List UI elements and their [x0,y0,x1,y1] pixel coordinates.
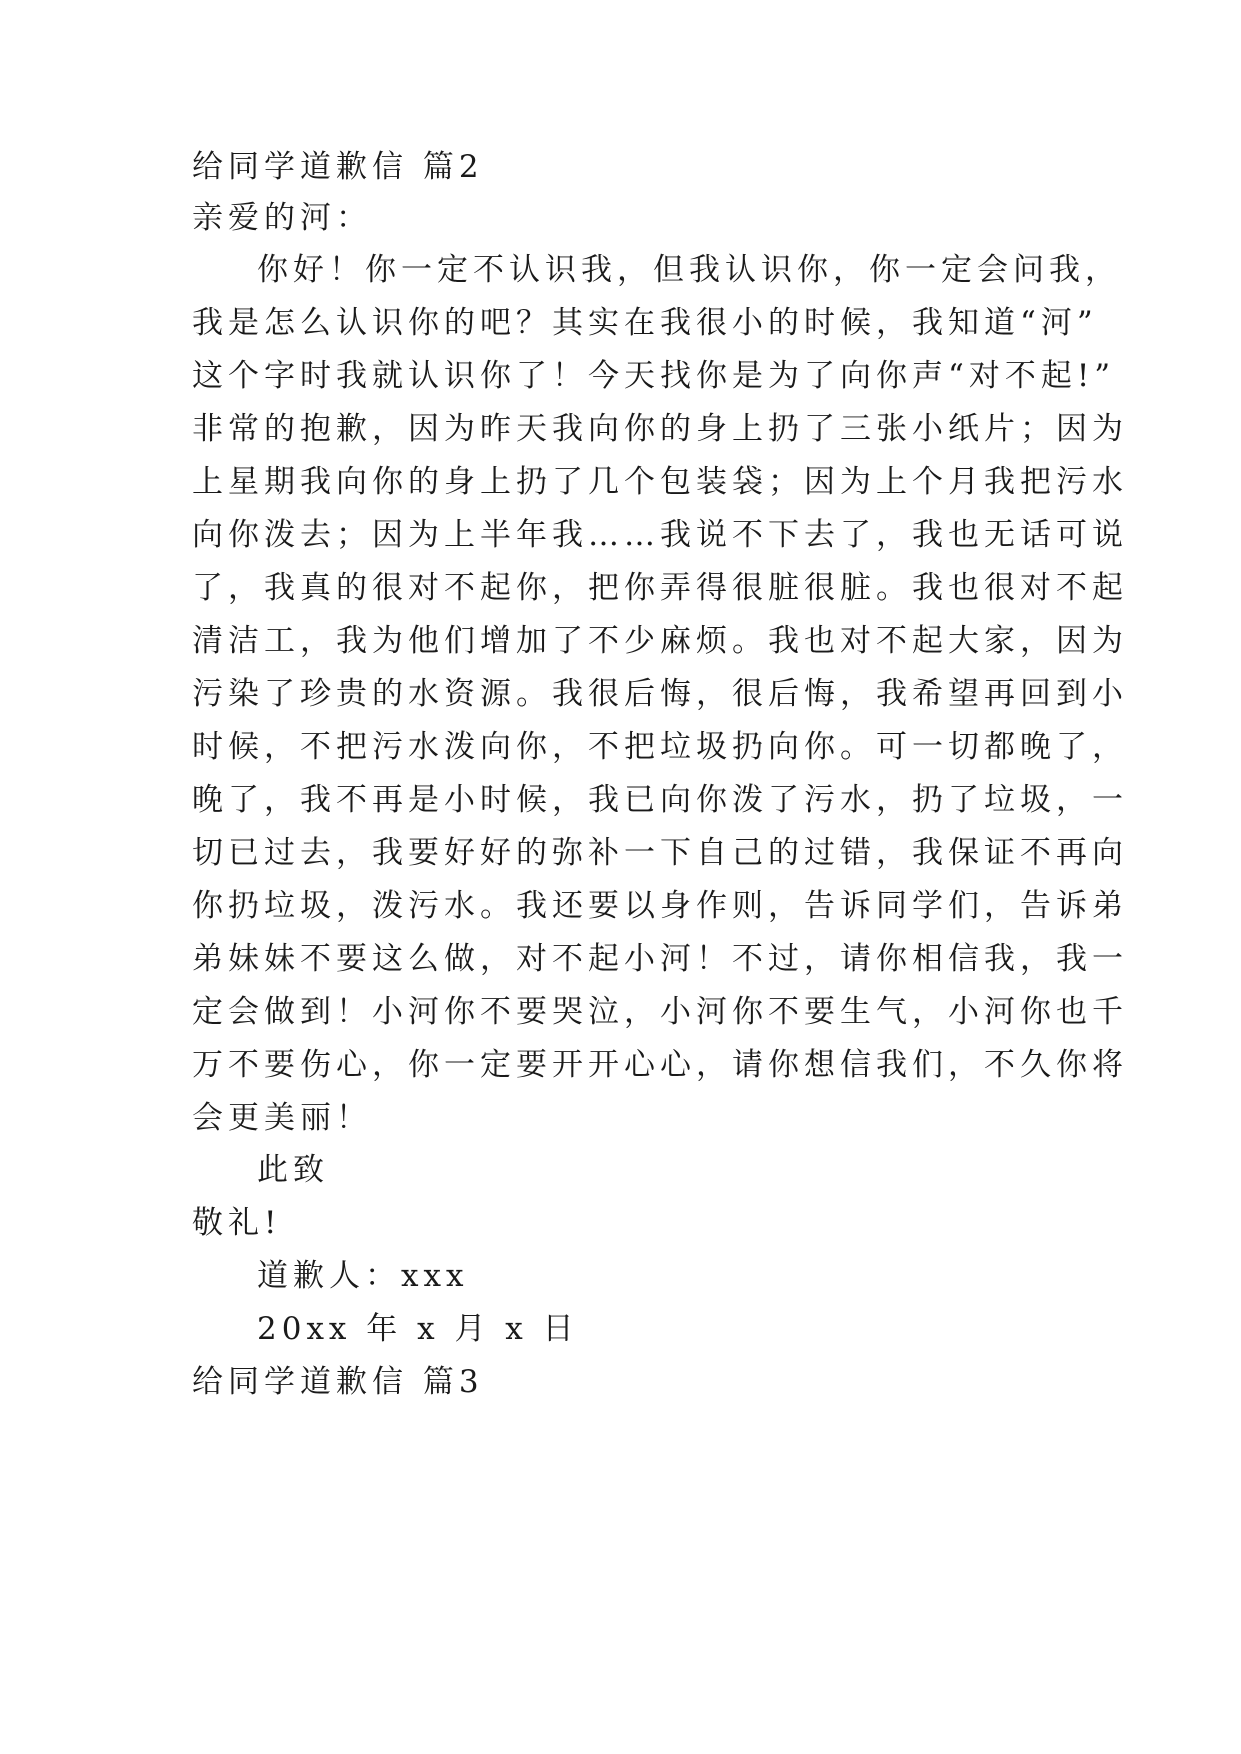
letter-date: 20xx 年 x 月 x 日 [257,1311,579,1347]
body-line: 这个字时我就认识你了！今天找你是为了向你声“对不起!” [192,358,1116,394]
body-line: 非常的抱歉，因为昨天我向你的身上扔了三张小纸片；因为 [192,411,1128,447]
signature: 道歉人：xxx [257,1258,469,1294]
body-line: 污染了珍贵的水资源。我很后悔，很后悔，我希望再回到小 [192,676,1128,712]
body-line: 清洁工，我为他们增加了不少麻烦。我也对不起大家，因为 [192,623,1128,659]
body-line: 向你泼去；因为上半年我……我说不下去了，我也无话可说 [192,517,1128,553]
closing-regards: 此致 [257,1152,329,1188]
body-line: 晚了，我不再是小时候，我已向你泼了污水，扔了垃圾，一 [192,782,1128,818]
closing-salute: 敬礼! [192,1205,282,1241]
body-line: 定会做到！小河你不要哭泣，小河你不要生气，小河你也千 [192,994,1128,1030]
body-line: 弟妹妹不要这么做，对不起小河！不过，请你相信我，我一 [192,941,1128,977]
salutation: 亲爱的河： [192,200,372,236]
body-line: 上星期我向你的身上扔了几个包装袋；因为上个月我把污水 [192,464,1128,500]
body-line: 我是怎么认识你的吧？其实在我很小的时候，我知道“河” [192,305,1098,341]
body-line: 万不要伤心，你一定要开开心心，请你想信我们，不久你将 [192,1047,1128,1083]
section-heading-2: 给同学道歉信 篇2 [192,149,484,185]
body-line: 你扔垃圾，泼污水。我还要以身作则，告诉同学们，告诉弟 [192,888,1128,924]
body-line: 时候，不把污水泼向你，不把垃圾扔向你。可一切都晚了， [192,729,1128,765]
section-heading-3: 给同学道歉信 篇3 [192,1364,484,1400]
body-line: 切已过去，我要好好的弥补一下自己的过错，我保证不再向 [192,835,1128,871]
body-line: 会更美丽！ [192,1100,372,1136]
body-line: 你好！你一定不认识我，但我认识你，你一定会问我， [257,252,1121,288]
body-line: 了，我真的很对不起你，把你弄得很脏很脏。我也很对不起 [192,570,1128,606]
